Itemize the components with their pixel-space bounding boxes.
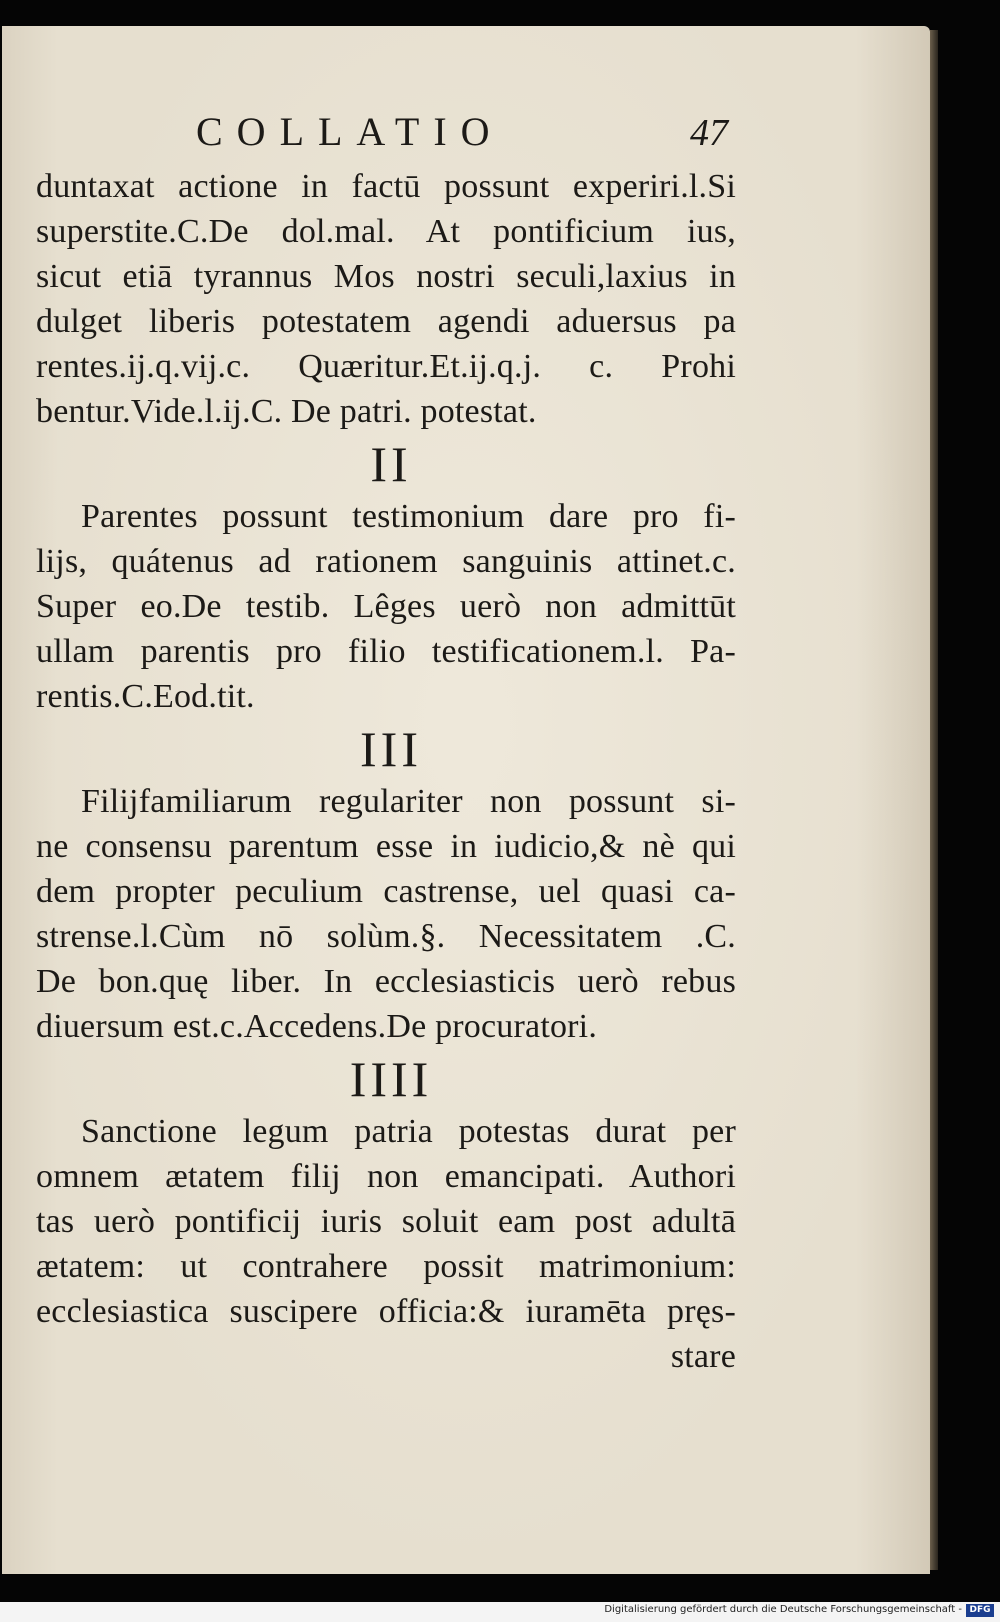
- section-numeral: II: [370, 436, 412, 492]
- text-line: dem propter peculium castrense, uel quasi ca-: [36, 873, 736, 910]
- text-line: strense.l.Cùm nō solùm.§. Necessitatem .C.: [36, 918, 736, 955]
- text-line: omnem ætatem filij non emancipati. Authori: [36, 1158, 736, 1195]
- dfg-logo: DFG: [966, 1604, 994, 1617]
- text-block-section-2: [36, 434, 736, 719]
- section-numeral: III: [360, 721, 422, 777]
- running-head: [36, 108, 736, 164]
- text-line: sicut etiā tyrannus Mos nostri seculi,laxius in: [36, 258, 736, 295]
- text-line: Filijfamiliarum regulariter non possunt si-: [81, 783, 736, 820]
- section-numeral: IIII: [349, 1051, 433, 1107]
- text-line: duntaxat actione in factū possunt experiri.l.Si: [36, 168, 736, 205]
- text-line: ætatem: ut contrahere possit matrimonium:: [36, 1248, 736, 1285]
- text-line: ne consensu parentum esse in iudicio,& nè qui: [36, 828, 736, 865]
- running-title: COLLATIO: [196, 109, 504, 154]
- page-text: [36, 108, 736, 1379]
- text-block-section-3: [36, 719, 736, 1049]
- text-line: ullam parentis pro filio testificationem.l. Pa-: [36, 633, 736, 670]
- catchword: stare: [670, 1338, 736, 1375]
- text-line: rentes.ij.q.vij.c. Quæritur.Et.ij.q.j. c. Prohi: [36, 348, 736, 385]
- text-line: ecclesiastica suscipere officia:& iuramēta pręs-: [36, 1293, 736, 1330]
- text-line: lijs, quátenus ad rationem sanguinis attinet.c.: [36, 543, 736, 580]
- page-edge: [930, 30, 938, 1570]
- text-line: rentis.C.Eod.tit.: [36, 678, 255, 715]
- text-line: bentur.Vide.l.ij.C. De patri. potestat.: [36, 393, 537, 430]
- text-block-intro: [36, 164, 736, 434]
- text-line: dulget liberis potestatem agendi aduersus pa: [36, 303, 736, 340]
- text-line: De bon.quę liber. In ecclesiasticis uerò rebus: [36, 963, 736, 1000]
- text-line: diuersum est.c.Accedens.De procuratori.: [36, 1008, 598, 1045]
- text-line: Parentes possunt testimonium dare pro fi-: [81, 498, 736, 535]
- text-line: Sanctione legum patria potestas durat per: [81, 1113, 736, 1150]
- text-line: tas uerò pontificij iuris soluit eam post adultā: [36, 1203, 736, 1240]
- footer-credit: Digitalisierung gefördert durch die Deutsche Forschungsgemeinschaft -: [604, 1604, 962, 1615]
- text-block-section-4: [36, 1049, 736, 1334]
- text-line: Super eo.De testib. Lêges uerò non admittūt: [36, 588, 736, 625]
- text-line: superstite.C.De dol.mal. At pontificium ius,: [36, 213, 736, 250]
- page-number: 47: [690, 112, 728, 154]
